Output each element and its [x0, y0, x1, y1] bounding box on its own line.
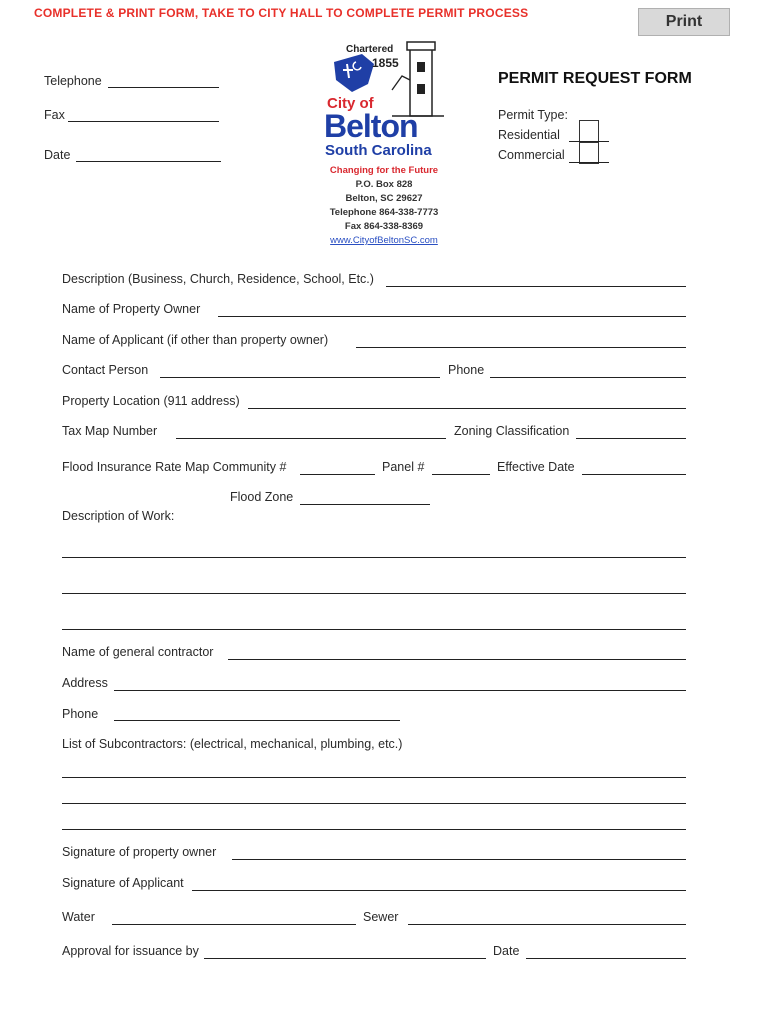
tax-map-label: Tax Map Number [62, 424, 158, 438]
phone-field[interactable] [490, 377, 686, 378]
print-button[interactable]: Print [638, 8, 730, 36]
gc-phone-label: Phone [62, 707, 99, 721]
telephone-label: Telephone [44, 74, 102, 88]
zoning-label: Zoning Classification [454, 424, 570, 438]
form-title: PERMIT REQUEST FORM [498, 70, 692, 87]
approval-field[interactable] [204, 958, 486, 959]
property-owner-field[interactable] [218, 316, 686, 317]
general-contractor-field[interactable] [228, 659, 686, 660]
subcontractors-line-3[interactable] [62, 829, 686, 830]
city-address: Belton, SC 29627 [345, 193, 423, 204]
effective-date-label: Effective Date [497, 460, 575, 474]
applicant-signature-label: Signature of Applicant [62, 876, 184, 890]
fax-label: Fax [44, 108, 65, 122]
property-location-field[interactable] [248, 408, 686, 409]
applicant-label: Name of Applicant (if other than property owner) [62, 333, 329, 347]
approval-date-field[interactable] [526, 958, 686, 959]
po-box: P.O. Box 828 [355, 179, 413, 190]
approval-label: Approval for issuance by [62, 944, 199, 958]
residential-checkbox[interactable] [579, 120, 599, 142]
logo-state: South Carolina [325, 142, 432, 159]
city-telephone: Telephone 864-338-7773 [329, 207, 439, 218]
description-field[interactable] [386, 286, 686, 287]
panel-field[interactable] [432, 474, 490, 475]
logo-tagline: Changing for the Future [329, 165, 439, 176]
effective-date-field[interactable] [582, 474, 686, 475]
commercial-label: Commercial [498, 148, 565, 162]
flood-map-field[interactable] [300, 474, 375, 475]
logo-year: 1855 [372, 56, 399, 70]
water-label: Water [62, 910, 95, 924]
instruction-banner: COMPLETE & PRINT FORM, TAKE TO CITY HALL TO COMPLETE PERMIT PROCESS [34, 6, 529, 20]
subcontractors-label: List of Subcontractors: (electrical, mechanical, plumbing, etc.) [62, 737, 403, 751]
work-description-label: Description of Work: [62, 509, 175, 523]
contact-person-field[interactable] [160, 377, 440, 378]
zoning-field[interactable] [576, 438, 686, 439]
telephone-field[interactable] [108, 87, 219, 88]
tax-map-field[interactable] [176, 438, 446, 439]
approval-date-label: Date [493, 944, 520, 958]
logo-chartered: Chartered [346, 44, 394, 55]
date-label: Date [44, 148, 71, 162]
panel-label: Panel # [382, 460, 425, 474]
owner-signature-field[interactable] [232, 859, 686, 860]
logo-city-of: City of [327, 95, 374, 112]
permit-type-label: Permit Type: [498, 108, 568, 122]
city-fax: Fax 864-338-8369 [344, 221, 424, 232]
water-field[interactable] [112, 924, 356, 925]
applicant-field[interactable] [356, 347, 686, 348]
flood-map-label: Flood Insurance Rate Map Community # [62, 460, 287, 474]
work-description-line-2[interactable] [62, 593, 686, 594]
fax-field[interactable] [68, 121, 219, 122]
gc-phone-field[interactable] [114, 720, 400, 721]
sewer-field[interactable] [408, 924, 686, 925]
flood-zone-label: Flood Zone [230, 490, 294, 504]
address-field[interactable] [114, 690, 686, 691]
contact-person-label: Contact Person [62, 363, 149, 377]
date-field[interactable] [76, 161, 221, 162]
description-label: Description (Business, Church, Residence, School, Etc.) [62, 272, 374, 286]
logo-city-name: Belton [324, 108, 418, 144]
sewer-label: Sewer [363, 910, 399, 924]
work-description-line-1[interactable] [62, 557, 686, 558]
owner-signature-label: Signature of property owner [62, 845, 217, 859]
subcontractors-line-2[interactable] [62, 803, 686, 804]
residential-underline [569, 141, 609, 142]
work-description-line-3[interactable] [62, 629, 686, 630]
address-label: Address [62, 676, 108, 690]
property-location-label: Property Location (911 address) [62, 394, 240, 408]
general-contractor-label: Name of general contractor [62, 645, 214, 659]
subcontractors-line-1[interactable] [62, 777, 686, 778]
commercial-checkbox[interactable] [579, 142, 599, 164]
residential-label: Residential [498, 128, 560, 142]
commercial-underline [569, 162, 609, 163]
applicant-signature-field[interactable] [192, 890, 686, 891]
city-website-link[interactable]: www.CityofBeltonSC.com [330, 235, 438, 246]
flood-zone-field[interactable] [300, 504, 430, 505]
property-owner-label: Name of Property Owner [62, 302, 201, 316]
phone-label: Phone [448, 363, 485, 377]
